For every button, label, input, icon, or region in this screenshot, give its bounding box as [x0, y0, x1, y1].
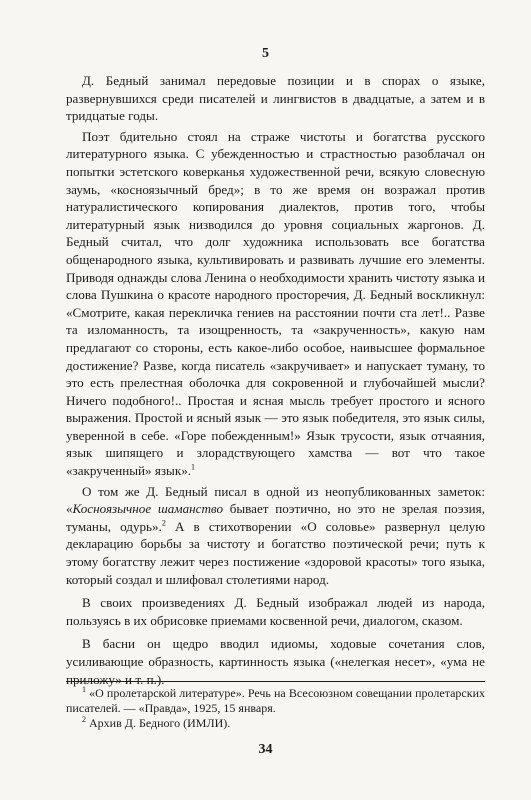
paragraph-3-part-b: бывает поэтично, но это не зрелая поэзия, туманы, одурь». — [66, 501, 485, 534]
paragraph-5: В басни он щедро вводил идиомы, ходовые сочетания слов, усиливающие образность, картинность языка («нелегкая несет», «ума не приложу» и т. п.). — [66, 636, 485, 687]
footnote-2-mark: 2 — [82, 715, 86, 724]
footnote-2-text: Архив Д. Бедного (ИМЛИ). — [89, 716, 231, 730]
footnote-1 — [66, 686, 485, 716]
footnote-ref-2: 2 — [161, 518, 166, 528]
paragraph-3-part-a: О том же Д. Бедный писал в одной из неопубликованных заметок: « — [66, 483, 485, 517]
paragraph-3 — [66, 483, 485, 589]
footnote-1-mark: 1 — [82, 685, 86, 694]
body-text — [66, 72, 485, 691]
footnotes — [66, 681, 485, 731]
paragraph-2 — [66, 128, 485, 480]
footnote-1-text: «О пролетарской литературе». Речь на Всесоюзном совещании пролетарских писателей. — «Правда», 1925, 15 января. — [66, 686, 485, 715]
footnote-2 — [66, 716, 485, 731]
chapter-number: 5 — [262, 46, 269, 61]
paragraph-3-part-c: А в стихотворении «О соловье» развернул целую декларацию борьбы за чистоту и богатство поэтической речи; путь к этому богатству лежит через постижение «здоровой красоты» того языка, который создал и шлифовал столетиями народ. — [66, 518, 486, 587]
paragraph-4: В своих произведениях Д. Бедный изображал людей из народа, пользуясь в их обрисовке приемами косвенной речи, диалогом, сказом. — [66, 595, 485, 628]
footnote-ref-1: 1 — [191, 462, 196, 472]
paragraph-2-text: Поэт бдительно стоял на страже чистоты и богатства русского литературного языка. С убежденностью и страстностью разоблачал он попытки эстетского коверканья художественной речи, всякую словесную заумь, «косноязычный бред»; в то же время он возражал против натуралистического копирования диалектов, против того, чтобы литературный язык низводился до уровня социальных жаргонов. Д. Бедный считал, что долг художника использовать все богатства общенародного языка, культивировать и развивать лучшие его элементы. Приводя однажды слова Ленина о необходимости хранить чистоту языка и слова Пушкина о красоте народного просторечия, Д. Бедный воскликнул: «Смотрите, какая перекличка гениев на расстоянии почти ста лет!.. Разве та изломанность, та изощренность, та «закрученность», какую нам предлагают со стороны, есть какое-либо особое, наивысшее формальное достижение? Разве, когда писатель «закручивает» и напускает туману, то это есть прелестная оболочка для сокровенной и глубочайшей мысли? Ничего подобного!.. Простая и ясная мысль требует простого и ясного выражения. Простой и ясный язык — это язык победителя, это язык силы, уверенной в себе. «Горе побежденным!» Язык трусости, язык отчаяния, язык шипящего и злорадствующего хамства — вот что такое «закрученный» язык». — [66, 128, 485, 479]
page-number: 34 — [258, 742, 273, 757]
paragraph-3-italic: Косноязычное шаманство — [72, 501, 223, 517]
paragraph-1: Д. Бедный занимал передовые позиции и в спорах о языке, развернувшихся среди писателей и лингвистов в двадцатые, а затем и в тридцатые годы. — [66, 73, 485, 124]
